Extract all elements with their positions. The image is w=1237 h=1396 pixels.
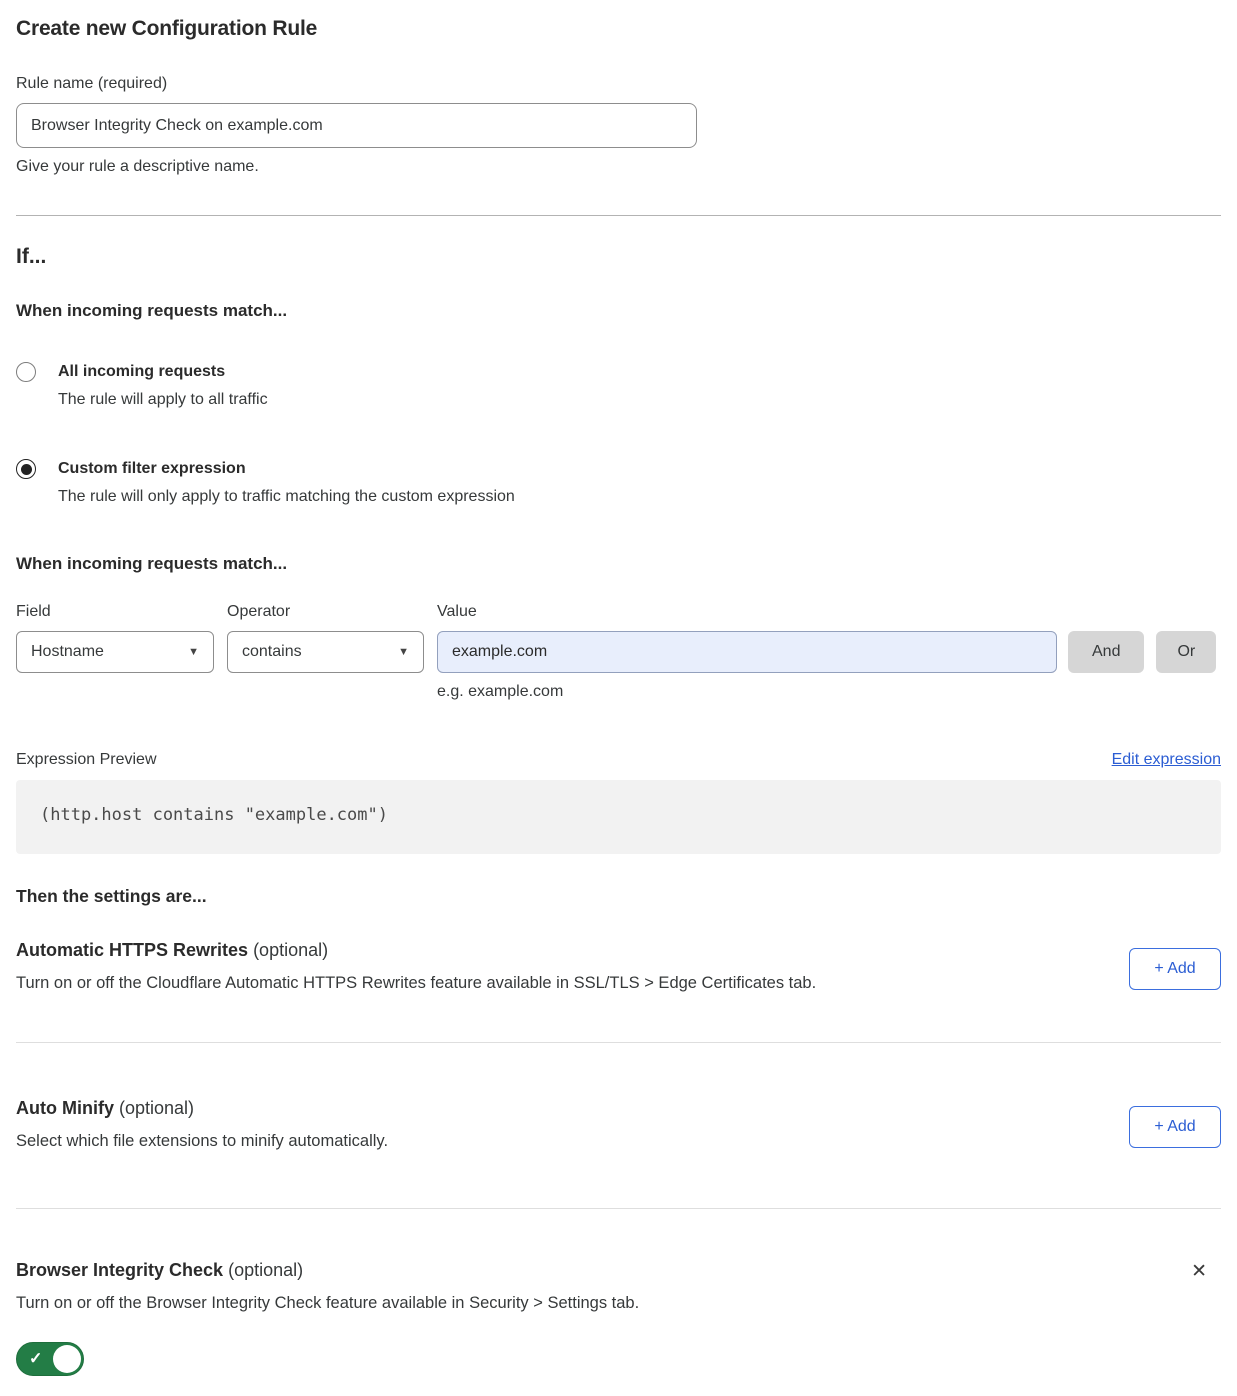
setting-description: Turn on or off the Cloudflare Automatic HTTPS Rewrites feature available in SSL/TLS > Edge Certificates tab. xyxy=(16,974,817,992)
setting-optional-tag: (optional) xyxy=(119,1098,195,1118)
expression-preview-code: (http.host contains "example.com") xyxy=(16,780,1221,854)
field-select[interactable] xyxy=(16,631,214,673)
radio-selected-icon[interactable] xyxy=(16,459,36,479)
and-button[interactable]: And xyxy=(1068,631,1144,673)
setting-browser-integrity-check xyxy=(16,1259,1221,1396)
rule-name-group xyxy=(16,74,1221,177)
setting-optional-tag: (optional) xyxy=(228,1260,304,1280)
rule-name-input[interactable] xyxy=(16,103,697,148)
radio-option-all-incoming-requests[interactable] xyxy=(16,361,1221,410)
add-automatic-https-rewrites-button[interactable]: + Add xyxy=(1129,948,1221,990)
setting-description: Select which file extensions to minify automatically. xyxy=(16,1132,389,1150)
setting-description: Turn on or off the Browser Integrity Check feature available in Security > Settings tab. xyxy=(16,1294,640,1312)
close-icon[interactable]: ✕ xyxy=(1191,1261,1207,1282)
operator-label: Operator xyxy=(227,603,291,620)
rule-name-label: Rule name (required) xyxy=(16,75,168,92)
radio-option-description: The rule will apply to all traffic xyxy=(58,391,268,408)
value-input[interactable] xyxy=(437,631,1057,673)
add-auto-minify-button[interactable]: + Add xyxy=(1129,1106,1221,1148)
or-button[interactable]: Or xyxy=(1156,631,1216,673)
operator-select[interactable] xyxy=(227,631,424,673)
radio-option-label: Custom filter expression xyxy=(58,460,246,477)
page-title: Create new Configuration Rule xyxy=(16,17,318,40)
setting-automatic-https-rewrites xyxy=(16,939,1221,1042)
operator-select-value: contains xyxy=(242,643,302,660)
setting-title: Automatic HTTPS Rewrites xyxy=(16,940,249,960)
then-heading: Then the settings are... xyxy=(16,886,207,906)
value-label: Value xyxy=(437,603,477,620)
filter-heading: When incoming requests match... xyxy=(16,554,288,573)
toggle-knob[interactable] xyxy=(53,1345,81,1373)
edit-expression-link[interactable]: Edit expression xyxy=(1111,751,1221,768)
setting-divider xyxy=(16,1208,1221,1209)
match-heading: When incoming requests match... xyxy=(16,301,288,320)
value-helper: e.g. example.com xyxy=(437,683,564,700)
section-divider xyxy=(16,215,1221,216)
chevron-down-icon: ▼ xyxy=(398,646,409,658)
setting-optional-tag: (optional) xyxy=(253,940,329,960)
setting-auto-minify xyxy=(16,1097,1221,1208)
expression-preview-label: Expression Preview xyxy=(16,751,157,768)
field-select-value: Hostname xyxy=(31,643,104,660)
setting-title: Browser Integrity Check xyxy=(16,1260,224,1280)
radio-unselected-icon[interactable] xyxy=(16,362,36,382)
setting-title: Auto Minify xyxy=(16,1098,114,1118)
field-label: Field xyxy=(16,603,51,620)
if-heading: If... xyxy=(16,245,47,268)
setting-divider xyxy=(16,1042,1221,1043)
chevron-down-icon: ▼ xyxy=(188,646,199,658)
rule-name-helper: Give your rule a descriptive name. xyxy=(16,158,259,175)
browser-integrity-check-toggle[interactable] xyxy=(16,1342,84,1376)
radio-option-label: All incoming requests xyxy=(58,363,226,380)
radio-option-description: The rule will only apply to traffic matching the custom expression xyxy=(58,488,515,505)
expression-preview-row xyxy=(16,750,1221,770)
filter-builder-row xyxy=(16,602,1221,702)
radio-option-custom-filter-expression[interactable] xyxy=(16,458,1221,507)
check-icon: ✓ xyxy=(29,1350,43,1368)
